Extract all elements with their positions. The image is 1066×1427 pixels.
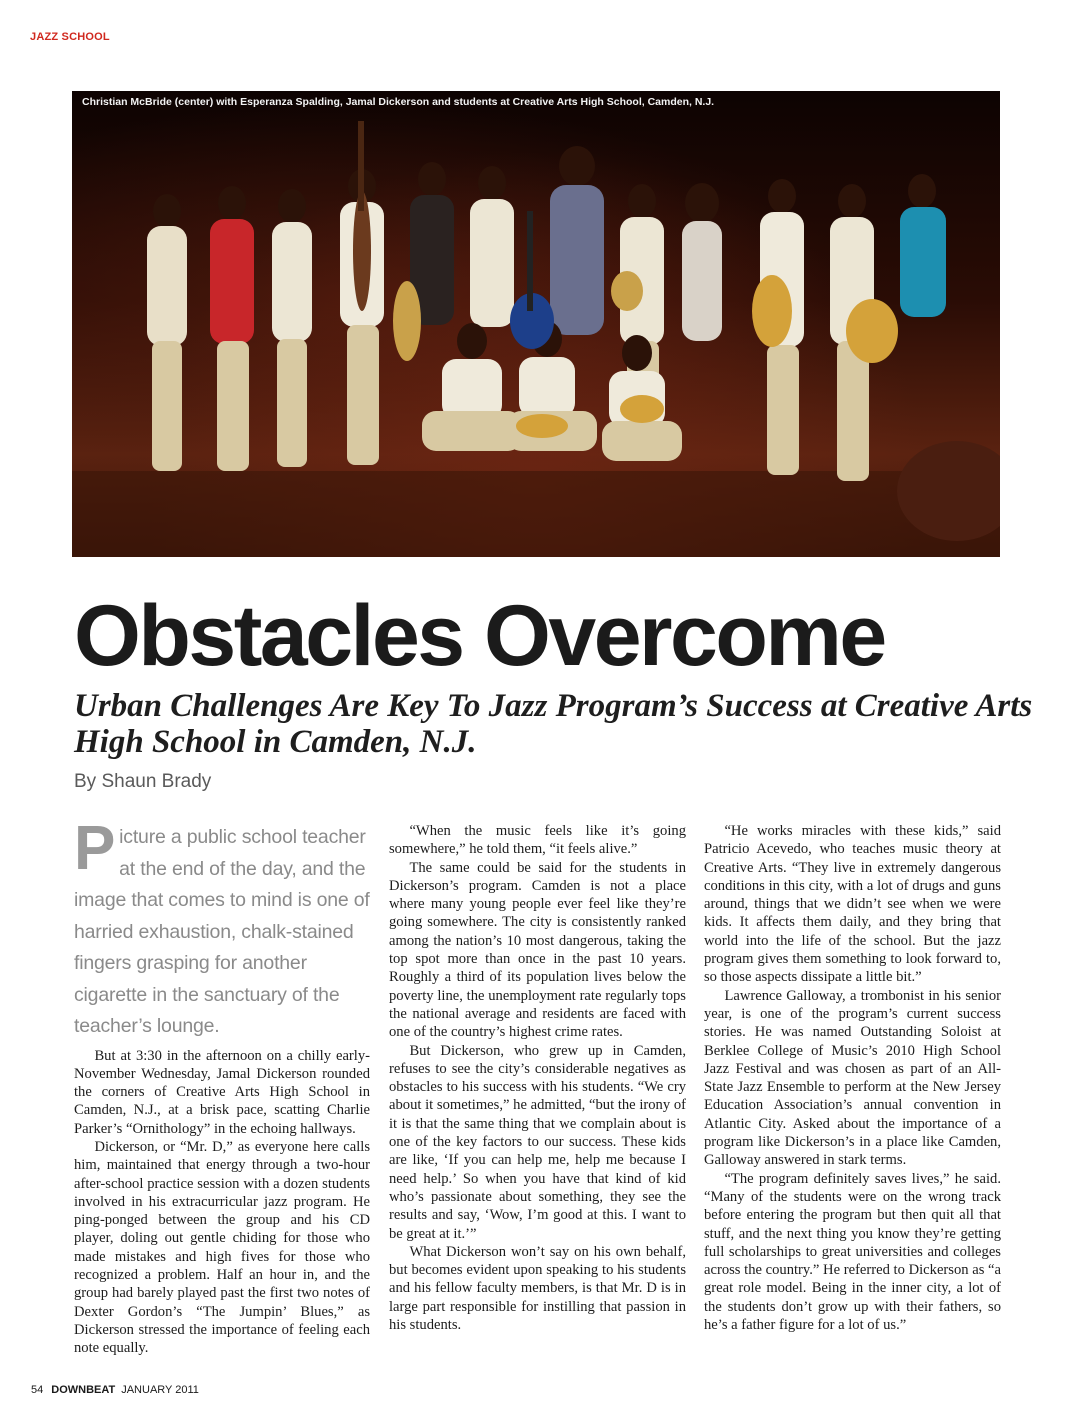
body-paragraph: “When the music feels like it’s going somewhere,” he told them, “it feels alive.”	[389, 823, 686, 858]
body-paragraph: The same could be said for the students in Dickerson’s program. Camden is not a place where many young people ever feel like they’re going somewhere. The city is consistently ranked among the nation’s 10 most dangerous, taking the top spot more than once in the past 10 years. Roughly a third of its population lives below the poverty line, the unemployment rate regularly tops the national average and residents are faced with one of the country’s highest crime rates.	[389, 859, 686, 1041]
drop-cap: P	[74, 814, 116, 883]
issue-date: JANUARY 2011	[121, 1384, 199, 1396]
body-paragraph: What Dickerson won’t say on his own behalf, but becomes evident upon speaking to his students and his fellow faculty members, is that Mr. D is in large part responsible for instilling that passion in his students.	[389, 1243, 686, 1334]
page-footer	[31, 1384, 199, 1396]
body-paragraph: “The program definitely saves lives,” he said. “Many of the students were on the wrong track before entering the program but then quit all that stuff, and the next thing you know they’re getting full scholarships to great universities and colleges across the country.” He referred to Dickerson as “a great role model. Being in the inner city, a lot of the students don’t grow up with their fathers, so he’s a father figure for a lot of us.”	[704, 1170, 1001, 1334]
photo-caption: Christian McBride (center) with Esperanza Spalding, Jamal Dickerson and students at Creative Arts High School, Camden, N.J.	[82, 96, 715, 108]
article-byline: By Shaun Brady	[74, 771, 212, 792]
body-paragraph: Dickerson, or “Mr. D,” as everyone here calls him, maintained that energy through a two-hour after-school practice session with a dozen students involved in his extracurricular jazz program. He ping-ponged between the group and his CD player, doling out gentle chiding for those who made mistakes and high fives for those who recognized a problem. Half an hour in, and the group had barely played past the first two notes of Dexter Gordon’s “The Jumpin’ Blues,” as Dickerson stressed the importance of feeling each note equally.	[74, 1138, 370, 1357]
article-column-3	[704, 822, 1001, 1334]
article-column-1	[74, 814, 370, 1358]
intro-text: icture a public school teacher at the end of the day, and the image that comes to mind is one of harried exhaustion, chalk-stained fingers grasping for another cigarette in the sanctuary of the teacher’s lounge.	[74, 826, 370, 1037]
section-tag: JAZZ SCHOOL	[30, 31, 110, 43]
article-deck: Urban Challenges Are Key To Jazz Program’s Success at Creative Arts High School in Camden, N.J.	[74, 688, 1033, 760]
body-paragraph: “He works miracles with these kids,” said Patricio Acevedo, who teaches music theory at Creative Arts. “They live in extremely dangerous conditions in this city, with a lot of drugs and guns around, things that we didn’t see when we were kids. It affects them daily, and they bring that world into the life of the school. But the jazz program gives them something to look forward to, so those aspects dissipate a little bit.”	[704, 823, 1001, 986]
body-paragraph: But Dickerson, who grew up in Camden, refuses to see the city’s considerable negatives as obstacles to his success with his students. “We cry about it sometimes,” he admitted, “but the irony of it is that the same thing that we complain about is one of the key factors to our success. These kids are like, ‘If you can help me, help me because I need help.’ So when you have that kind of kid who’s passionate about something, they see the results and say, ‘Wow, I’m good at this. I want to be great at it.’”	[389, 1042, 686, 1242]
article-column-2	[389, 822, 686, 1334]
magazine-name: DOWNBEAT	[51, 1384, 116, 1396]
body-paragraph: Lawrence Galloway, a trombonist in his senior year, is one of the program’s current success stories. He was named Outstanding Soloist at Berklee College of Music’s 2010 High School Jazz Festival and was chosen as part of an All-State Jazz Ensemble to perform at the New Jersey Education Association’s annual convention in Atlantic City. Asked about the importance of a program like Dickerson’s in a place like Camden, Galloway answered in stark terms.	[704, 987, 1001, 1169]
page-number: 54	[31, 1384, 44, 1396]
article-headline: Obstacles Overcome	[74, 588, 885, 684]
intro-paragraph	[74, 814, 370, 1043]
group-photo-illustration	[72, 91, 1000, 557]
group-photo	[72, 91, 1000, 557]
body-paragraph: But at 3:30 in the afternoon on a chilly early-November Wednesday, Jamal Dickerson rounded the corners of Creative Arts High School in Camden, N.J., at a brisk pace, scatting Charlie Parker’s “Ornithology” in the echoing hallways.	[74, 1047, 370, 1137]
